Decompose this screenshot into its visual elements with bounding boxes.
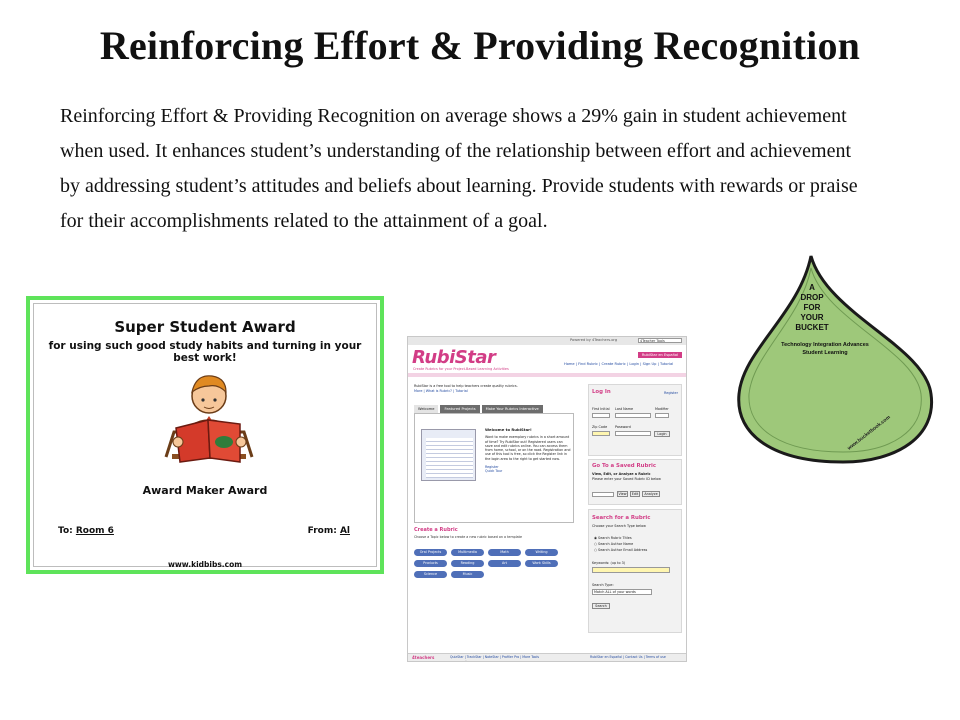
footer-right-links[interactable]: RubiStar en Español | Contact Us | Terms of use [590,655,666,659]
drop-tagline2: Student Learning [802,350,848,356]
drop-line1: A [809,283,815,292]
footer-logo[interactable]: 4teachers [412,655,435,660]
search-sub: Choose your Search Type below [592,524,646,528]
award-to-label: To: [58,526,73,536]
register-link[interactable]: Register [485,465,499,470]
search-type-select[interactable]: Match ALL of your words [592,589,652,595]
award-from [308,526,350,536]
keywords-label: Keywords: (up to 3) [592,561,626,565]
password-label: Password [615,425,631,429]
rubistar-footer [408,653,687,662]
search-option-label: Search Rubric Titles [598,536,632,540]
award-to [58,526,114,536]
search-heading: Search for a Rubric [592,515,651,521]
welcome-title: Welcome to RubiStar! [485,427,532,432]
footer-copyright: Copyright © 2000-2008, ALTEC at the University of Kansas [450,659,533,662]
tools-select[interactable]: 4Teacher Tools [638,338,682,343]
tab-featured-projects[interactable]: Featured Projects [440,405,479,413]
tab-welcome[interactable]: Welcome [414,405,438,413]
create-rubric-sub: Choose a Topic below to create a new rubric based on a template [414,535,523,539]
topic-button[interactable]: Oral Projects [414,549,447,556]
drop-site: www.bucketbook.com [846,414,892,452]
rubistar-logo[interactable]: RubiStar [412,347,496,368]
create-rubric-heading: Create a Rubric [414,527,458,533]
saved-sub2: Please enter your Saved Rubric ID below [592,477,661,481]
drop-line3: FOR [803,303,821,312]
intro-text: RubiStar is a free tool to help teachers create quality rubrics. [414,384,518,388]
saved-sub1: View, Edit, or Analyze a Rubric [592,472,651,476]
rubistar-tagline: Create Rubrics for your Project-Based Learning Activities [413,367,509,371]
saved-heading: Go To a Saved Rubric [592,463,657,469]
analyze-button[interactable]: Analyze [642,491,660,497]
welcome-panel [414,413,574,523]
rubistar-top-bar [408,337,687,345]
login-panel [588,384,682,456]
award-title: Super Student Award [114,318,296,336]
search-option-label: Search Author Email Address [598,548,648,552]
edit-button[interactable]: Edit [631,492,639,496]
quick-tour-link[interactable]: Quick Tour [485,469,503,474]
topic-button[interactable]: Work Skills [525,560,558,567]
search-option-radio[interactable]: ○ Search Author Name [594,542,634,546]
topic-button[interactable]: Writing [525,549,558,556]
topic-button[interactable]: Multimedia [451,549,484,556]
search-option-radio[interactable]: ◉ Search Rubric Titles [594,536,632,540]
zip-label: Zip Code [592,425,608,429]
modifier-label: Modifier [655,407,669,411]
rubric-preview-image [421,429,476,481]
topic-button[interactable]: Science [414,571,447,578]
view-button[interactable]: View [618,492,627,496]
drop-shape [739,256,932,462]
login-register-link[interactable]: Register [664,391,678,395]
award-from-label: From: [307,526,337,536]
search-rubric-panel [588,509,682,633]
topic-button[interactable]: Reading [451,560,484,567]
drop-line5: BUCKET [795,323,829,332]
award-inner-border [33,303,377,567]
tab-interactive[interactable]: Make Your Rubrics Interactive [482,405,543,413]
last-name-input[interactable] [615,413,651,418]
award-certificate-image [26,296,384,574]
top-ad-link[interactable]: Powered by 4Teachers.org [570,338,618,342]
zip-input[interactable] [592,431,610,436]
topic-button[interactable]: Math [488,549,521,556]
last-name-label: Last Name [615,407,634,411]
award-name: Award Maker Award [142,484,268,497]
first-initial-label: First Initial [592,407,610,411]
search-button[interactable]: Search [592,603,610,609]
modifier-input[interactable] [655,413,669,418]
drop-tagline1: Technology Integration Advances [781,342,869,348]
saved-id-input[interactable] [592,492,614,497]
topic-button[interactable]: Music [451,571,484,578]
award-site: www.kidbibs.com [167,560,243,569]
top-nav-links[interactable]: Home | Find Rubric | Create Rubric | Login | Sign Up | Tutorial [564,362,674,366]
award-from-value: Al [339,526,350,536]
welcome-tabs [414,405,543,413]
footer-links[interactable]: QuizStar | TrackStar | NoteStar | Profiler Pro | More Tools [450,655,540,659]
welcome-text-block [485,428,571,474]
topic-buttons [414,549,584,578]
password-input[interactable] [615,431,651,436]
intro-links[interactable]: More | What is Rubric? | Tutorial [414,389,468,393]
header-divider [408,373,687,377]
rubistar-screenshot [407,336,687,662]
saved-rubric-panel [588,459,682,505]
slide-title: Reinforcing Effort & Providing Recognition [99,23,861,68]
keywords-input[interactable] [592,567,670,573]
first-initial-input[interactable] [592,413,610,418]
student-reading-clipart-icon [154,362,264,480]
drop-for-your-bucket-badge [735,254,939,464]
topic-button[interactable]: Products [414,560,447,567]
drop-line2: DROP [800,293,824,302]
topic-button[interactable]: Art [488,560,521,567]
search-option-label: Search Author Name [598,542,634,546]
drop-line4: YOUR [800,313,824,322]
award-subtitle: for using such good study habits and turning in your best work! [48,340,362,364]
award-to-value: Room 6 [75,526,114,536]
welcome-body: Want to make exemplary rubrics in a short amount of time? Try RubiStar out! Registered users can save and edit rubrics online. You can access them from home, school, or on the road. Registration and use of this tool is free, so click the Register link in the login area to the right to get started now. [485,435,571,461]
slide-body-text: Reinforcing Effort & Providing Recognition on average shows a 29% gain in student achievement when used. It enhances student’s understanding of the relationship between effort and achievement by addressing student’s attitudes and beliefs about learning. Provide students with rewards or praise for their accomplishments related to the attainment of a goal. [60,105,858,232]
search-type-label: Search Type: [592,583,614,587]
espanol-button[interactable]: RubiStar en Español [638,352,682,358]
login-heading: Log In [592,389,611,395]
login-button[interactable]: Login [654,431,670,437]
search-option-radio[interactable]: ○ Search Author Email Address [594,548,648,552]
